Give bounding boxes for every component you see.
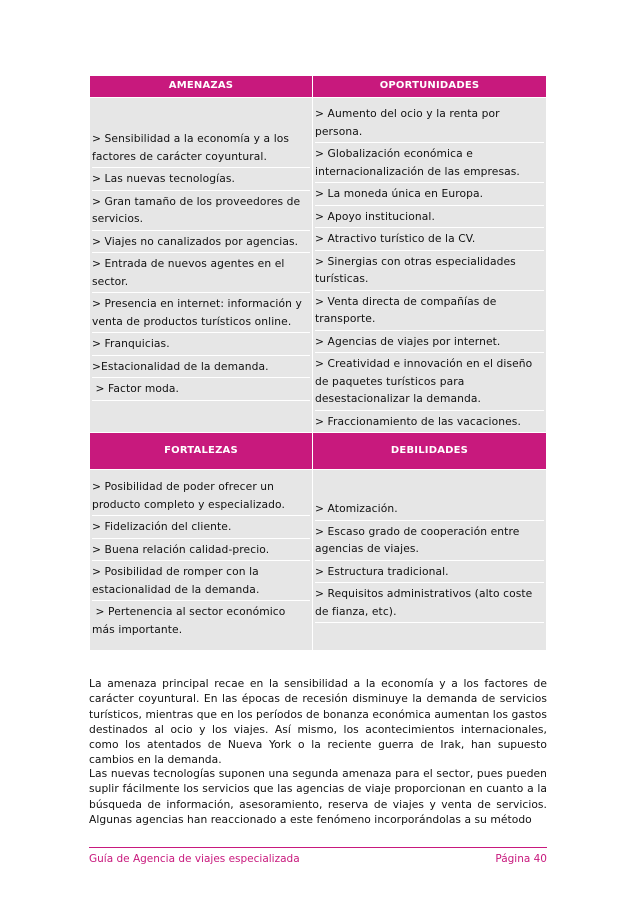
footer-divider <box>89 847 547 848</box>
debilidades-header: DEBILIDADES <box>313 433 547 470</box>
list-item: > Aumento del ocio y la renta por persona. <box>315 103 544 143</box>
list-item: > Requisitos administrativos (alto coste de fianza, etc). <box>315 583 544 623</box>
list-item: > Franquicias. <box>92 333 310 356</box>
list-item: > Gran tamaño de los proveedores de servicios. <box>92 191 310 231</box>
amenazas-cell <box>90 98 313 433</box>
list-item: > Venta directa de compañías de transporte. <box>315 291 544 331</box>
page-number: Página 40 <box>495 853 547 865</box>
list-item: > Apoyo institucional. <box>315 206 544 229</box>
list-item: > Fidelización del cliente. <box>92 516 310 539</box>
list-item: > Globalización económica e internacionalización de las empresas. <box>315 143 544 183</box>
debilidades-cell <box>313 470 547 651</box>
list-item: > Fraccionamiento de las vacaciones. <box>315 414 521 428</box>
list-item: > Sinergias con otras especialidades turísticas. <box>315 251 544 291</box>
list-item: > Las nuevas tecnologías. <box>92 168 310 191</box>
list-item: > Pertenencia al sector económico más importante. <box>92 605 289 636</box>
body-paragraph-2: Las nuevas tecnologías suponen una segunda amenaza para el sector, pues pueden suplir fácilmente los servicios que las agencias de viaje proporcionan en cuanto a la búsqueda de información, asesoramiento, reserva de viajes y venta de servicios. Algunas agencias han reaccionado a este fenómeno incorporándolas a su método <box>89 767 547 826</box>
fortalezas-header: FORTALEZAS <box>90 433 313 470</box>
body-paragraph-1: La amenaza principal recae en la sensibilidad a la economía y a los factores de carácter coyuntural. En las épocas de recesión disminuye la demanda de servicios turísticos, mientras que en los períodos de bonanza económica aumentan los gastos destinados al ocio y los viajes. Así mismo, los acontecimientos internacionales, como los atentados de Nueva York o la reciente guerra de Irak, han supuesto cambios en la demanda. <box>89 677 547 767</box>
list-item: > Agencias de viajes por internet. <box>315 331 544 354</box>
list-item: > Estructura tradicional. <box>315 561 544 584</box>
list-item: > Escaso grado de cooperación entre agencias de viajes. <box>315 521 544 561</box>
list-item: > Atractivo turístico de la CV. <box>315 228 544 251</box>
swot-table <box>89 75 547 651</box>
list-item: > Entrada de nuevos agentes en el sector. <box>92 253 310 293</box>
list-item: > Viajes no canalizados por agencias. <box>92 231 310 254</box>
oportunidades-cell <box>313 98 547 433</box>
list-item: > Factor moda. <box>92 378 310 401</box>
list-item: > Posibilidad de romper con la estacionalidad de la demanda. <box>92 561 310 601</box>
list-item: > Buena relación calidad-precio. <box>92 539 310 562</box>
list-item: > La moneda única en Europa. <box>315 183 544 206</box>
list-item: > Sensibilidad a la economía y a los factores de carácter coyuntural. <box>92 128 310 168</box>
list-item: >Estacionalidad de la demanda. <box>92 356 310 379</box>
list-item: > Posibilidad de poder ofrecer un producto completo y especializado. <box>92 476 310 516</box>
amenazas-header: AMENAZAS <box>90 76 313 98</box>
list-item: > Creatividad e innovación en el diseño de paquetes turísticos para desestacionalizar la demanda. <box>315 353 544 411</box>
list-item: > Presencia en internet: información y venta de productos turísticos online. <box>92 293 310 333</box>
oportunidades-header: OPORTUNIDADES <box>313 76 547 98</box>
fortalezas-cell <box>90 470 313 651</box>
footer-title: Guía de Agencia de viajes especializada <box>89 853 300 865</box>
list-item: > Atomización. <box>315 498 544 521</box>
